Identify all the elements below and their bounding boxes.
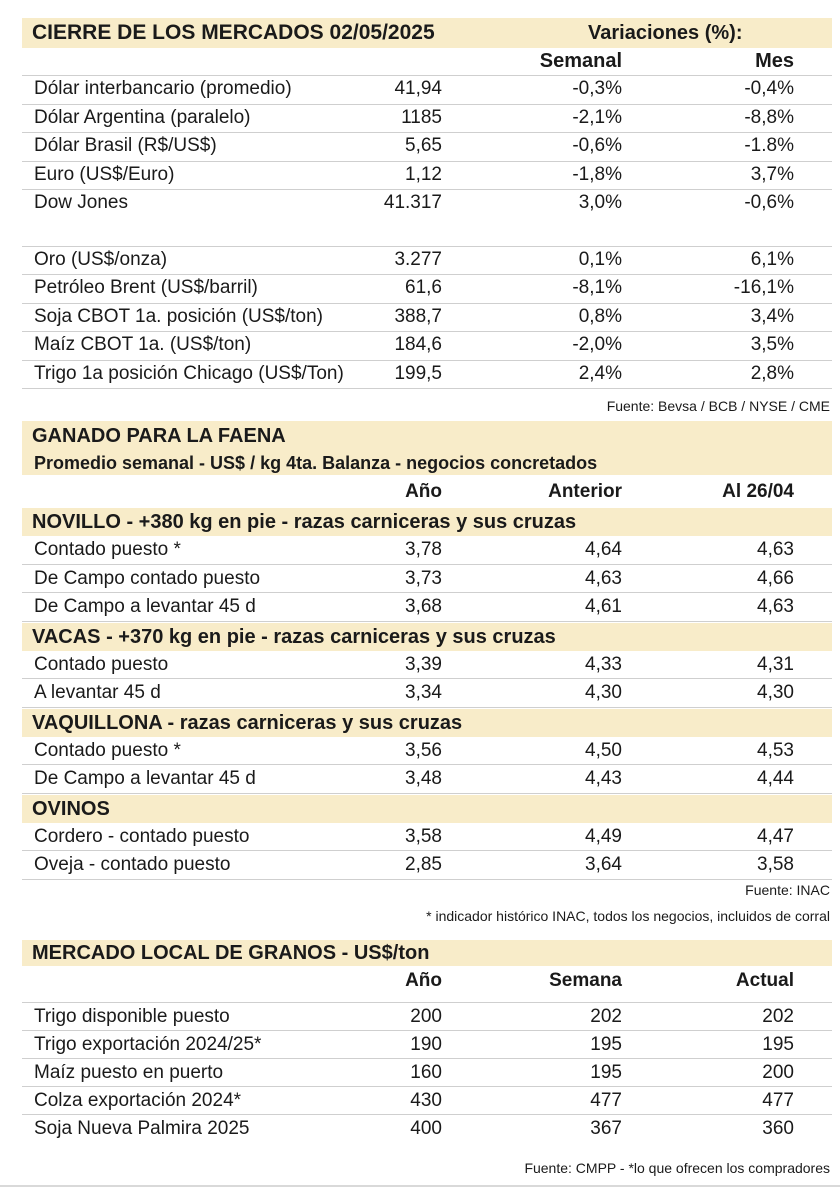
row-label: Dólar Brasil (R$/US$) [34,135,217,156]
row-value-year: 200 [410,1006,442,1027]
row-value-current: 195 [762,1034,794,1055]
cattle-row [34,566,824,592]
row-label: Cordero - contado puesto [34,825,250,847]
row-value-year: 2,85 [405,854,442,875]
row-label: Contado puesto * [34,539,181,560]
row-value-prev: 4,64 [585,539,622,560]
row-value-month: -1.8% [744,135,794,156]
row-value-year: 3,34 [405,682,442,703]
row-value-week: 195 [590,1034,622,1055]
row-value-prev: 4,30 [585,682,622,703]
row-value-value: 1,12 [405,163,442,185]
row-value-week: 0,8% [578,305,622,327]
row-label: De Campo a levantar 45 d [34,596,256,617]
row-label: Oro (US$/onza) [34,248,168,270]
row-divider [22,388,832,389]
cattle-col-year: Año [405,481,442,502]
row-value-prev: 4,50 [585,739,622,761]
grains-source: Fuente: CMPP - *lo que ofrecen los compradores [524,1160,830,1176]
row-value-value: 1185 [401,106,442,128]
row-value-prev: 4,43 [585,768,622,789]
row-value-week: 477 [590,1090,622,1111]
row-value-current: 4,63 [757,539,794,560]
row-value-week: 195 [590,1062,622,1083]
row-label: Dólar interbancario (promedio) [34,78,292,99]
row-value-month: 3,7% [750,163,794,185]
row-value-month: -16,1% [733,277,794,298]
col-header-mes: Mes [755,50,794,72]
row-value-year: 3,68 [405,596,442,617]
cattle-col-current: Al 26/04 [722,481,794,502]
row-value-month: 6,1% [750,248,794,270]
cattle-row [34,824,824,850]
grain-row [34,1060,824,1086]
market-row [34,190,824,216]
cattle-row [34,680,824,706]
market-row [34,275,824,301]
group-title: NOVILLO - +380 kg en pie - razas carniceras y sus cruzas [32,511,577,533]
cattle-col-prev: Anterior [548,481,622,502]
grain-row [34,1116,824,1142]
cattle-note: * indicador histórico INAC, todos los negocios, incluidos de corral [426,908,830,924]
row-value-value: 5,65 [405,135,442,156]
row-value-week: -8,1% [572,277,622,298]
market-row [34,133,824,159]
row-value-current: 4,66 [757,567,794,589]
row-value-current: 360 [762,1118,794,1139]
row-value-year: 3,56 [405,739,442,761]
row-value-week: -1,8% [572,163,622,185]
row-label: Petróleo Brent (US$/barril) [34,277,258,298]
row-divider [22,564,832,565]
row-value-current: 3,58 [757,854,794,875]
row-divider [22,879,832,880]
cattle-row [34,537,824,563]
cattle-title: GANADO PARA LA FAENA [32,425,286,447]
row-divider [22,1058,832,1059]
market-row [34,247,824,273]
row-value-prev: 3,64 [585,854,622,875]
row-value-month: 2,8% [750,362,794,384]
row-value-week: 2,4% [578,362,622,384]
row-value-week: 202 [590,1006,622,1027]
row-value-value: 388,7 [394,305,442,327]
row-divider [22,1030,832,1031]
row-value-current: 4,47 [757,825,794,847]
row-value-current: 477 [762,1090,794,1111]
cattle-subtitle: Promedio semanal - US$ / kg 4ta. Balanza - negocios concretados [34,453,598,473]
row-label: Dólar Argentina (paralelo) [34,106,251,128]
row-value-year: 400 [410,1118,442,1139]
row-value-value: 199,5 [394,362,442,384]
row-value-current: 202 [762,1006,794,1027]
row-value-year: 430 [410,1090,442,1111]
row-value-week: 367 [590,1118,622,1139]
grain-row [34,1004,824,1030]
grains-col-year: Año [405,970,442,991]
row-label: Colza exportación 2024* [34,1090,242,1111]
row-label: Trigo exportación 2024/25* [34,1034,262,1055]
row-value-year: 3,78 [405,539,442,560]
row-divider [22,707,832,708]
row-value-current: 4,53 [757,739,794,761]
row-label: Maíz puesto en puerto [34,1062,224,1083]
market-row [34,76,824,102]
markets-title: CIERRE DE LOS MERCADOS 02/05/2025 [32,21,435,44]
row-label: De Campo contado puesto [34,567,261,589]
row-value-month: -8,8% [744,106,794,128]
row-divider [22,1086,832,1087]
row-value-current: 4,31 [757,653,794,675]
row-value-current: 4,44 [757,768,794,789]
row-value-prev: 4,49 [585,825,622,847]
row-value-year: 3,48 [405,768,442,789]
grains-title: MERCADO LOCAL DE GRANOS - US$/ton [32,942,430,964]
row-value-week: 3,0% [578,192,622,213]
row-value-month: -0,4% [744,78,794,99]
row-value-month: -0,6% [744,192,794,213]
market-row [34,105,824,131]
row-value-year: 3,58 [405,825,442,847]
market-row [34,304,824,330]
row-value-week: -2,0% [572,334,622,355]
row-divider [22,621,832,622]
market-row [34,162,824,188]
row-label: Dow Jones [34,192,128,213]
row-value-week: -2,1% [572,106,622,128]
row-value-month: 3,5% [750,334,794,355]
row-value-year: 3,39 [405,653,442,675]
row-label: Maíz CBOT 1a. (US$/ton) [34,334,252,355]
group-header-band [22,795,832,823]
cattle-row [34,738,824,764]
row-label: Euro (US$/Euro) [34,163,175,185]
row-value-week: -0,6% [572,135,622,156]
row-value-value: 61,6 [405,277,442,298]
row-value-current: 4,30 [757,682,794,703]
row-label: Trigo 1a posición Chicago (US$/Ton) [34,362,344,384]
row-label: Trigo disponible puesto [34,1006,230,1027]
row-divider [22,592,832,593]
row-divider [22,850,832,851]
col-header-semanal: Semanal [539,50,622,72]
row-label: Soja Nueva Palmira 2025 [34,1118,250,1139]
row-value-week: -0,3% [572,78,622,99]
row-label: Contado puesto * [34,739,181,761]
cattle-row [34,766,824,792]
group-title: VACAS - +370 kg en pie - razas carniceras y sus cruzas [32,625,556,648]
row-divider [22,678,832,679]
row-value-current: 200 [762,1062,794,1083]
grains-col-current: Actual [735,970,794,991]
row-label: De Campo a levantar 45 d [34,768,256,789]
row-label: Oveja - contado puesto [34,854,231,875]
cattle-source: Fuente: INAC [745,882,830,898]
grain-row [34,1032,824,1058]
row-value-prev: 4,33 [585,653,622,675]
group-title: VAQUILLONA - razas carniceras y sus cruzas [32,711,463,734]
row-value-year: 190 [410,1034,442,1055]
row-value-value: 41,94 [394,78,442,99]
row-divider [22,793,832,794]
market-row [34,332,824,358]
row-value-value: 184,6 [394,334,442,355]
markets-source: Fuente: Bevsa / BCB / NYSE / CME [606,398,830,414]
row-value-prev: 4,63 [585,567,622,589]
row-label: Soja CBOT 1a. posición (US$/ton) [34,305,324,327]
market-row [34,361,824,387]
row-value-year: 160 [410,1062,442,1083]
grains-col-week: Semana [549,970,622,991]
row-divider [22,1002,832,1003]
row-divider [22,764,832,765]
row-value-value: 41.317 [383,192,442,213]
row-divider [22,1114,832,1115]
row-value-value: 3.277 [394,248,442,270]
cattle-row [34,652,824,678]
row-label: Contado puesto [34,653,169,675]
variations-title: Variaciones (%): [588,22,743,44]
cattle-row [34,594,824,620]
page-bottom-rule [0,1185,840,1187]
row-label: A levantar 45 d [34,682,161,703]
row-value-year: 3,73 [405,567,442,589]
grain-row [34,1088,824,1114]
group-title: OVINOS [32,797,110,820]
row-value-current: 4,63 [757,596,794,617]
row-value-month: 3,4% [750,305,794,327]
cattle-row [34,852,824,878]
row-value-prev: 4,61 [585,596,622,617]
row-value-week: 0,1% [578,248,622,270]
